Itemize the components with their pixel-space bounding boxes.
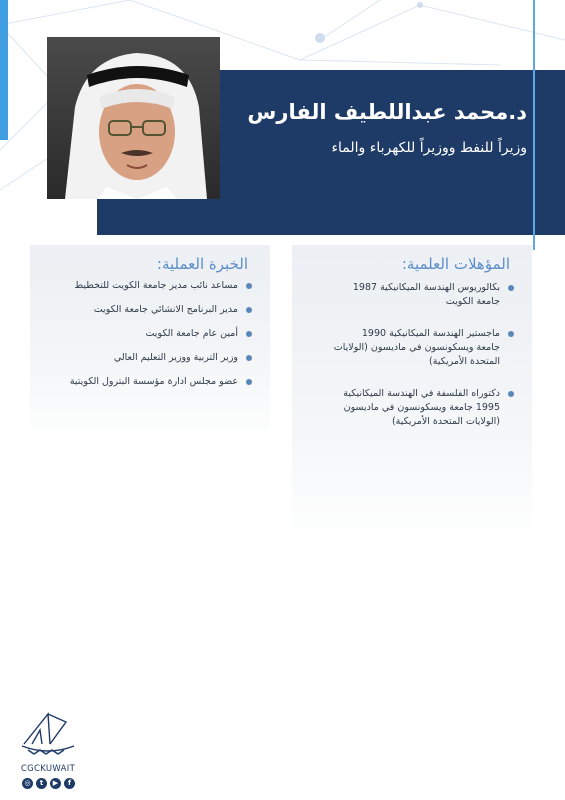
twitter-icon[interactable]: t: [36, 778, 47, 789]
bullet-icon: [246, 307, 252, 313]
list-item: مدير البرنامج الانشائي جامعة الكويت: [34, 303, 254, 317]
list-item: عضو مجلس ادارة مؤسسة البترول الكويتية: [34, 375, 254, 389]
bullet-icon: [508, 391, 514, 397]
person-name: د.محمد عبداللطيف الفارس: [247, 100, 527, 124]
list-item: دكتوراه الفلسفة في الهندسة الميكانيكية 1995 جامعة ويسكونسون في ماديسون (الولايات المتحدة الأمريكية): [308, 387, 516, 429]
accent-line: [533, 0, 535, 250]
bullet-icon: [508, 331, 514, 337]
experience-list: [34, 279, 254, 399]
youtube-icon[interactable]: ▶: [50, 778, 61, 789]
list-item: ماجستير الهندسة الميكانيكية 1990 جامعة ويسكونسون في ماديسون (الولايات المتحدة الأمريكية): [308, 327, 516, 369]
bullet-icon: [246, 331, 252, 337]
bullet-icon: [246, 283, 252, 289]
list-item: مساعد نائب مدير جامعة الكويت للتخطيط: [34, 279, 254, 293]
person-role: وزيراً للنفط ووزيراً للكهرباء والماء: [331, 140, 527, 156]
facebook-icon[interactable]: f: [64, 778, 75, 789]
logo-text: CGCKUWAIT: [20, 764, 76, 774]
list-item: أمين عام جامعة الكويت: [34, 327, 254, 341]
social-icons: [22, 778, 75, 789]
education-list: [308, 281, 516, 447]
portrait-photo: [47, 37, 220, 199]
education-card: [292, 245, 532, 545]
experience-title: الخبرة العملية:: [156, 255, 248, 273]
instagram-icon[interactable]: ◎: [22, 778, 33, 789]
dhow-logo-icon: [20, 708, 76, 760]
left-accent-bar: [0, 0, 8, 140]
bullet-icon: [246, 379, 252, 385]
list-item: وزير التربية ووزير التعليم العالي: [34, 351, 254, 365]
education-title: المؤهلات العلمية:: [401, 255, 510, 273]
bullet-icon: [508, 285, 514, 291]
bullet-icon: [246, 355, 252, 361]
experience-card: [30, 245, 270, 445]
cgc-logo: [18, 708, 78, 794]
list-item: بكالوريوس الهندسة الميكانيكية 1987 جامعة الكويت: [308, 281, 516, 309]
